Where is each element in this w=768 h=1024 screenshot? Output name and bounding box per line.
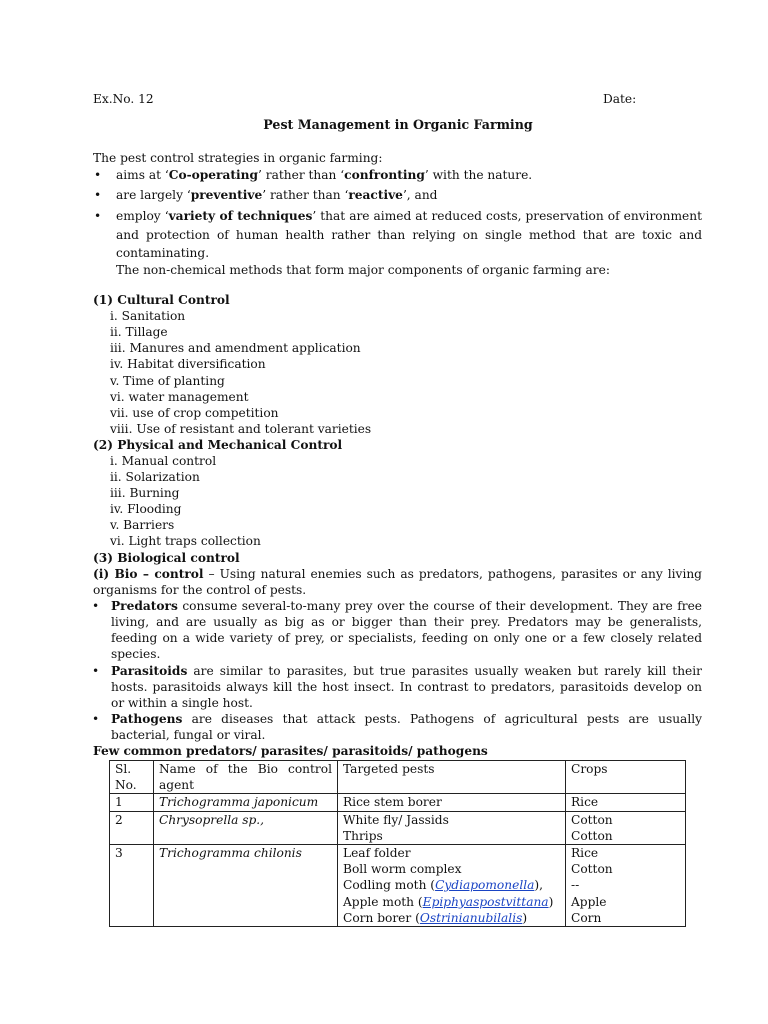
nonchemical-intro: The non-chemical methods that form major components of organic farming are: — [116, 263, 610, 277]
biological-control-heading: (3) Biological control — [93, 551, 240, 565]
pest-entry: Apple moth (Epiphyaspostvittana) — [343, 894, 554, 909]
pest-entry: Thrips — [343, 828, 383, 843]
page-title: Pest Management in Organic Farming — [263, 117, 533, 132]
cell-sl: 1 — [110, 794, 154, 811]
bullet-icon: • — [94, 168, 102, 182]
crop-entry: -- — [571, 878, 580, 893]
cultural-item: ii. Tillage — [110, 325, 168, 339]
pest-entry: Boll worm complex — [343, 862, 462, 877]
physical-item: v. Barriers — [110, 518, 175, 532]
cell-sl: 3 — [110, 845, 154, 927]
physical-item: ii. Solarization — [110, 470, 200, 484]
cell-pest: Rice stem borer — [338, 794, 566, 811]
bullet-techniques: • employ ‘variety of techniques’ that are aimed at reduced costs, preservation of environment and protection of human health rather than relying on single method that are toxic and contaminating. — [94, 209, 702, 260]
pathogens-bullet: • Pathogens are diseases that attack pests. Pathogens of agricultural pests are usually bacterial, fungal or viral. — [92, 712, 702, 742]
cell-agent: Chrysoprella sp., — [154, 811, 338, 844]
cell-pests — [338, 811, 566, 844]
bullet-icon: • — [92, 664, 100, 678]
physical-control-heading: (2) Physical and Mechanical Control — [93, 438, 343, 452]
parasitoids-bullet: • Parasitoids are similar to parasites, but true parasites usually weaken but rarely kill their hosts. parasitoids always kill the host insect. In contrast to predators, parasitoids develop on or within a single host. — [92, 664, 702, 710]
pest-entry: White fly/ Jassids — [343, 812, 449, 827]
header-targeted-pests: Targeted pests — [338, 761, 566, 794]
cultural-item: iii. Manures and amendment application — [110, 341, 361, 355]
intro-lead: The pest control strategies in organic farming: — [93, 151, 383, 165]
pest-entry: Corn borer (Ostrinianubilalis) — [343, 910, 528, 925]
biocontrol-agents-table — [109, 760, 686, 927]
bullet-icon: • — [92, 712, 100, 726]
crop-entry: Cotton — [571, 812, 613, 827]
cell-crops — [566, 845, 686, 927]
bullet-icon: • — [94, 209, 102, 223]
cell-sl: 2 — [110, 811, 154, 844]
header-agent: Name of the Bio control agent — [154, 761, 338, 794]
cell-crop: Rice — [566, 794, 686, 811]
table-row — [110, 811, 686, 844]
pest-entry: Leaf folder — [343, 846, 411, 861]
table-row — [110, 845, 686, 927]
codling-moth-link[interactable]: Cydiapomonella — [435, 878, 535, 893]
cultural-item: vii. use of crop competition — [110, 406, 279, 420]
cell-agent: Trichogramma chilonis — [154, 845, 338, 927]
cell-agent: Trichogramma japonicum — [154, 794, 338, 811]
bullet-icon: • — [92, 599, 100, 613]
date-label: Date: — [603, 92, 637, 106]
bullet-cooperating: • aims at ‘Co-operating’ rather than ‘confronting’ with the nature. — [94, 168, 533, 182]
cultural-item: vi. water management — [110, 390, 249, 404]
cultural-item: iv. Habitat diversification — [110, 357, 266, 371]
bullet-icon: • — [94, 188, 102, 202]
table-caption: Few common predators/ parasites/ parasitoids/ pathogens — [93, 744, 488, 758]
apple-moth-link[interactable]: Epiphyaspostvittana — [422, 894, 549, 909]
cell-crops — [566, 811, 686, 844]
corn-borer-link[interactable]: Ostrinianubilalis — [419, 910, 523, 925]
physical-item: iii. Burning — [110, 486, 180, 500]
physical-item: vi. Light traps collection — [110, 534, 261, 548]
crop-entry: Cotton — [571, 828, 613, 843]
predators-bullet: • Predators consume several-to-many prey over the course of their development. They are free living, and are usually as big as or bigger than their prey. Predators may be generalists, feeding on a wide variety of prey, or specialists, feeding on only one or a few closely related species. — [92, 599, 702, 661]
crop-entry: Apple — [571, 894, 607, 909]
physical-item: iv. Flooding — [110, 502, 182, 516]
table-header-row — [110, 761, 686, 794]
biocontrol-paragraph: (i) Bio – control – Using natural enemies such as predators, pathogens, parasites or any living organisms for the control of pests. — [93, 567, 702, 597]
crop-entry: Rice — [571, 846, 599, 861]
cultural-item: i. Sanitation — [110, 309, 186, 323]
header-sl-no: Sl. No. — [110, 761, 154, 794]
cultural-item: v. Time of planting — [110, 374, 225, 388]
crop-entry: Corn — [571, 910, 602, 925]
pest-entry: Codling moth (Cydiapomonella), — [343, 878, 544, 893]
crop-entry: Cotton — [571, 862, 613, 877]
header-crops: Crops — [566, 761, 686, 794]
table-row — [110, 794, 686, 811]
exercise-number: Ex.No. 12 — [93, 92, 154, 106]
cultural-control-heading: (1) Cultural Control — [93, 293, 230, 307]
cell-pests — [338, 845, 566, 927]
physical-item: i. Manual control — [110, 454, 217, 468]
cultural-item: viii. Use of resistant and tolerant varieties — [110, 422, 372, 436]
bullet-preventive: • are largely ‘preventive’ rather than ‘reactive’, and — [94, 188, 438, 202]
